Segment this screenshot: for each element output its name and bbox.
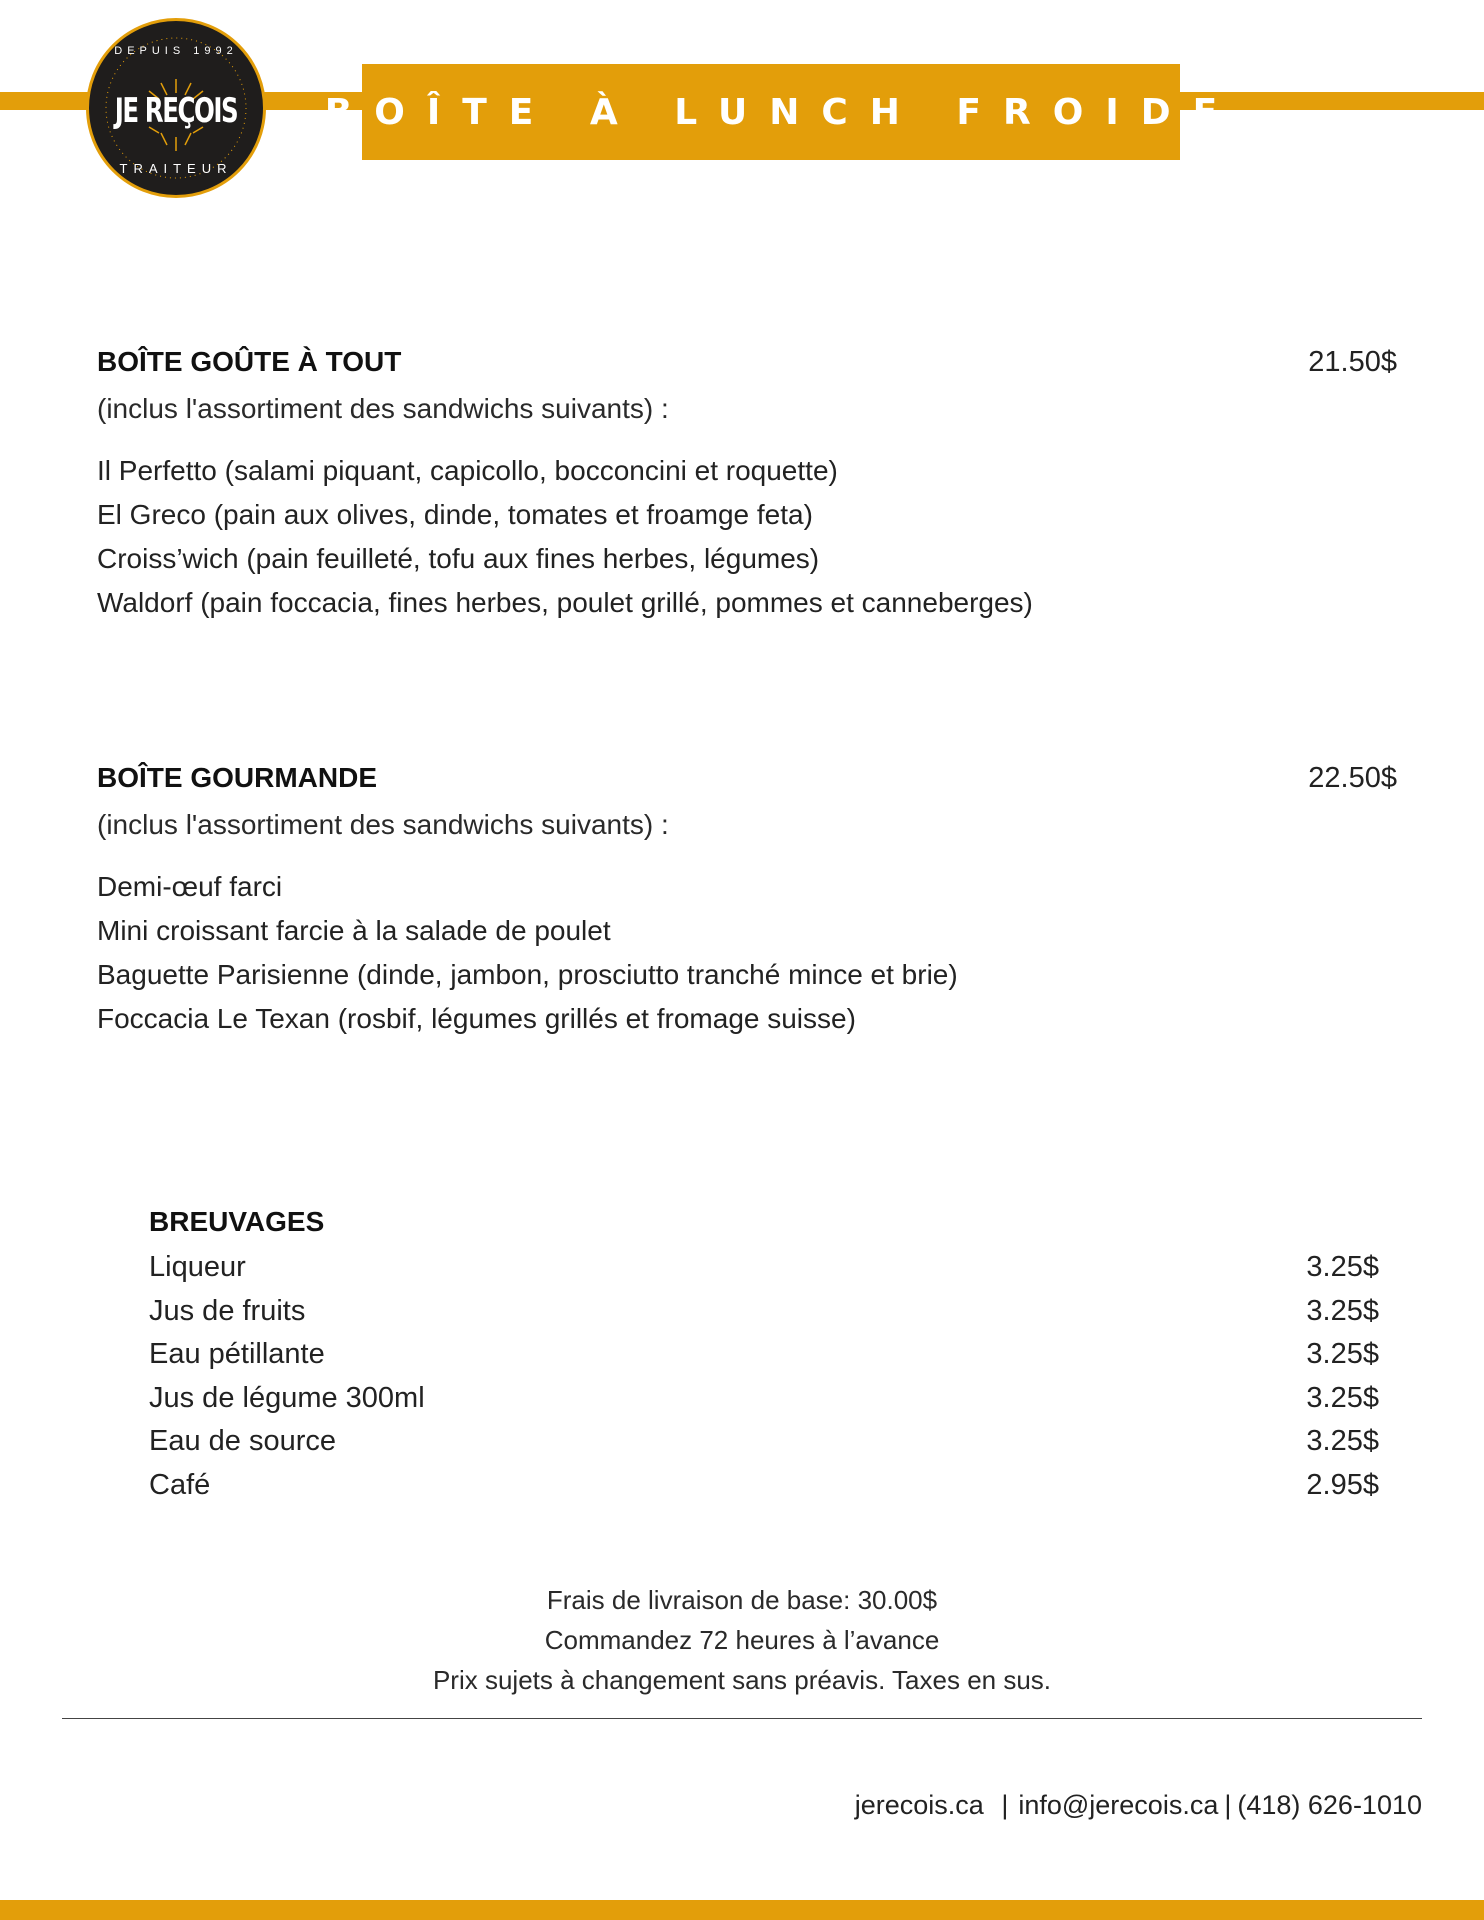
section-title: BOÎTE GOÛTE À TOUT <box>97 346 402 377</box>
separator: | <box>1001 1790 1009 1820</box>
beverages-title: BREUVAGES <box>149 1206 325 1237</box>
list-item: Foccacia Le Texan (rosbif, légumes grillés et fromage suisse) <box>97 1003 856 1034</box>
logo-bottom-text: TRAITEUR <box>119 161 233 176</box>
beverage-name: Jus de légume 300ml <box>149 1381 425 1414</box>
phone-number[interactable]: (418) 626-1010 <box>1237 1790 1422 1820</box>
beverage-name: Café <box>149 1468 211 1501</box>
beverage-price: 3.25$ <box>1306 1338 1379 1371</box>
list-item: El Greco (pain aux olives, dinde, tomates et froamge feta) <box>97 499 813 530</box>
beverage-name: Liqueur <box>149 1251 246 1283</box>
footer-divider <box>62 1718 1422 1719</box>
beverage-row <box>149 1377 1379 1421</box>
list-item: Il Perfetto (salami piquant, capicollo, bocconcini et roquette) <box>97 455 838 486</box>
beverage-row <box>149 1464 1379 1508</box>
separator: | <box>1224 1790 1232 1820</box>
section-subtitle: (inclus l'assortiment des sandwichs suivants) : <box>97 393 669 424</box>
beverage-name: Jus de fruits <box>149 1294 306 1327</box>
section-price: 21.50$ <box>1308 346 1397 378</box>
list-item: Croiss’wich (pain feuilleté, tofu aux fines herbes, légumes) <box>97 543 820 574</box>
beverage-row <box>149 1290 1379 1334</box>
menu-section-gourmande <box>97 762 1397 1041</box>
price-disclaimer: Prix sujets à changement sans préavis. Taxes en sus. <box>432 1665 1052 1695</box>
beverage-name: Eau de source <box>149 1425 337 1458</box>
order-advance-note: Commandez 72 heures à l’avance <box>544 1625 940 1655</box>
beverage-row <box>149 1420 1379 1464</box>
beverage-price: 2.95$ <box>1306 1468 1379 1501</box>
beverages-section <box>149 1206 1379 1508</box>
list-item: Baguette Parisienne (dinde, jambon, prosciutto tranché mince et brie) <box>97 959 958 990</box>
beverage-price: 3.25$ <box>1306 1381 1379 1414</box>
beverage-row <box>149 1246 1379 1290</box>
delivery-fee-note: Frais de livraison de base: 30.00$ <box>546 1585 938 1615</box>
section-price: 22.50$ <box>1308 762 1397 794</box>
sandwich-list <box>97 865 1397 1041</box>
page-title: BOÎTE À LUNCH FROIDE <box>324 91 1240 133</box>
email-link[interactable]: info@jerecois.ca <box>1018 1790 1219 1820</box>
sandwich-list <box>97 449 1397 625</box>
footer-accent-bar <box>0 1900 1484 1920</box>
logo-wordmark: JE REÇOIS <box>114 91 238 131</box>
section-subtitle: (inclus l'assortiment des sandwichs suivants) : <box>97 809 669 840</box>
list-item: Demi-œuf farci <box>97 871 283 902</box>
beverage-price: 3.25$ <box>1306 1251 1379 1283</box>
website-link[interactable]: jerecois.ca <box>854 1790 984 1820</box>
beverage-price: 3.25$ <box>1306 1425 1379 1458</box>
beverage-name: Eau pétillante <box>149 1338 325 1371</box>
menu-section-goute-a-tout <box>97 346 1397 625</box>
list-item: Mini croissant farcie à la salade de poulet <box>97 915 611 946</box>
company-logo <box>86 18 266 198</box>
logo-top-text: DEPUIS 1992 <box>114 45 238 57</box>
section-title: BOÎTE GOURMANDE <box>97 762 377 793</box>
beverage-row <box>149 1333 1379 1377</box>
beverage-price: 3.25$ <box>1306 1294 1379 1327</box>
contact-line <box>855 1790 1422 1821</box>
page-title-banner <box>324 64 1240 160</box>
list-item: Waldorf (pain foccacia, fines herbes, poulet grillé, pommes et canneberges) <box>97 587 1033 618</box>
order-notes <box>0 1580 1484 1700</box>
